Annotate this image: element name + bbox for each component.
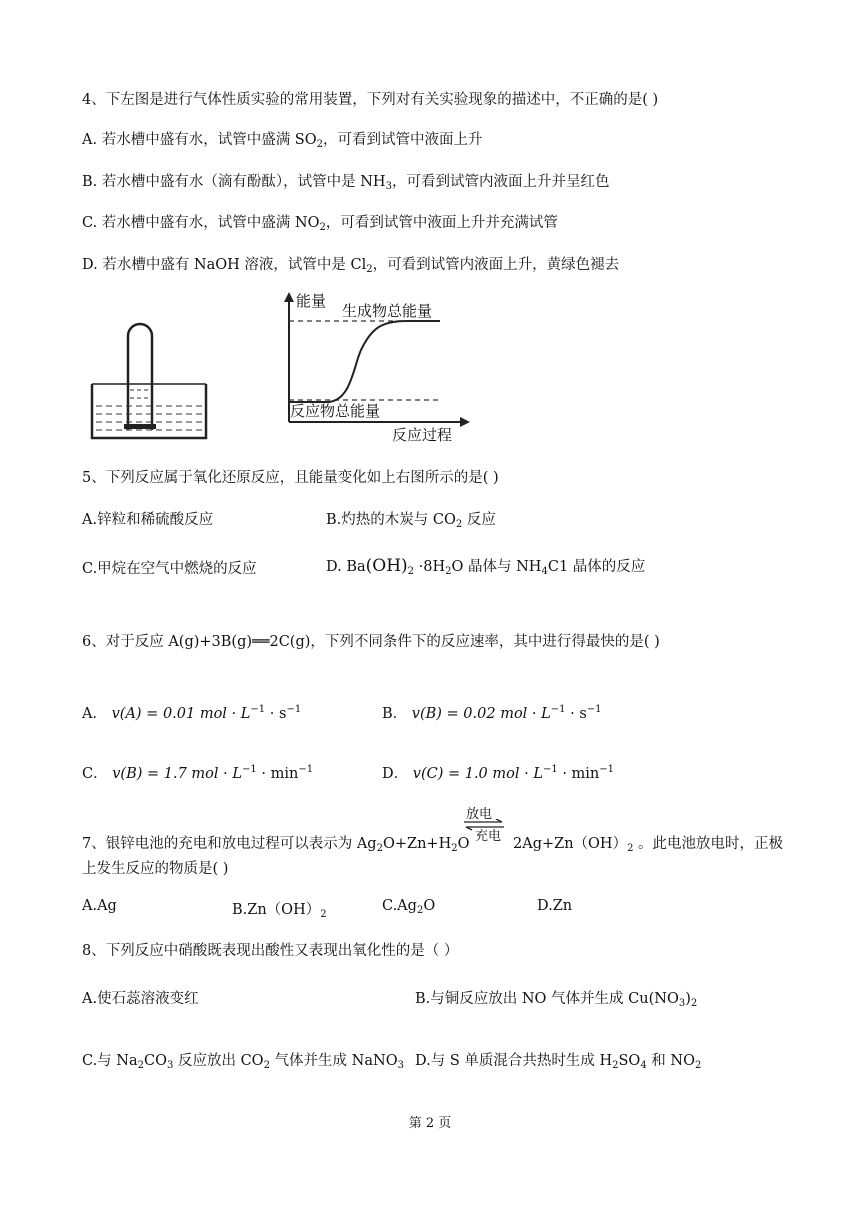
q4-option-c: C. 若水槽中盛有水，试管中盛满 $NO_2$，可看到试管中液面上升并充满试管 [82, 215, 558, 233]
q4-option-a: A. 若水槽中盛有水，试管中盛满 $SO_2$，可看到试管中液面上升 [82, 132, 483, 150]
q5-option-c: C.甲烷在空气中燃烧的反应 [82, 561, 257, 577]
charge-label: 充电 [475, 829, 502, 844]
q8-stem: 8、下列反应中硝酸既表现出酸性又表现出氧化性的是（ ） [82, 943, 459, 959]
discharge-label: 放电 [466, 807, 493, 822]
q6-option-d: D． v(C) = 1.0 mol · $L^{-1} \cdot \min^{-1}$ [382, 764, 615, 782]
q7-option-a: A.Ag [82, 898, 117, 914]
reactant-energy-label: 反应物总能量 [290, 402, 381, 420]
q7-option-c: $C.Ag_2O$ [382, 898, 436, 916]
q4-stem: 4、下左图是进行气体性质实验的常用装置，下列对有关实验现象的描述中，不正确的是( ) [82, 92, 659, 108]
q4-option-b: B. 若水槽中盛有水（滴有酚酞），试管中是 $NH_3$，可看到试管内液面上升并呈红色 [82, 174, 610, 192]
q8-option-b: B.与铜反应放出 NO 气体并生成 $Cu(NO_3)_2$ [415, 991, 698, 1009]
q5-option-a: A.锌粒和稀硫酸反应 [82, 512, 214, 528]
q8-option-a: A.使石蕊溶液变红 [82, 991, 199, 1007]
q8-option-d: D.与 S 单质混合共热时生成 $H_2SO_4$ 和 $NO_2$ [415, 1053, 702, 1071]
q8-option-c: C.与 $Na_2CO_3$ 反应放出 $CO_2$ 气体并生成 NaNO$_3$ [82, 1053, 404, 1071]
q6-option-c: C． v(B) = 1.7 mol · $L^{-1} \cdot \min^{-1}$ [82, 764, 314, 782]
product-energy-label: 生成物总能量 [342, 302, 433, 320]
page-number: 第 2 页 [408, 1116, 452, 1131]
reaction-progress-label: 反应过程 [392, 426, 453, 444]
q7-option-b: $B.Zn(OH)_2$ [232, 902, 327, 920]
q7-stem-right: $2Ag+Zn(OH)_2$ 。此电池放电时，正极 [513, 836, 784, 854]
q6-option-a: A． v(A) = 0.01 mol · $L^{-1} \cdot s^{-1}$ [82, 704, 302, 722]
q5-option-d: D. $Ba(OH)_2 \cdot 8H_2O$ 晶体与 $NH_4C1$ 晶体的反应 [326, 556, 646, 577]
q4-option-d: D. 若水槽中盛有 NaOH 溶液，试管中是 $Cl_2$，可看到试管内液面上升，黄绿色褪去 [82, 257, 620, 275]
q5-stem: 5、下列反应属于氧化还原反应，且能量变化如上右图所示的是( ) [82, 470, 499, 486]
q6-stem: 6、对于反应 A(g)+3B(g)══2C(g)，下列不同条件下的反应速率，其中进行得最快的是( ) [82, 634, 660, 650]
energy-axis-label: 能量 [296, 292, 327, 310]
q7-stem-line2: 上发生反应的物质是( ) [82, 861, 229, 877]
gas-apparatus-diagram [88, 318, 212, 442]
q7-stem-left: 7、银锌电池的充电和放电过程可以表示为 $Ag_2O+Zn+H_2O$ [82, 836, 470, 854]
q5-option-b: B.灼热的木炭与 $CO_2$ 反应 [326, 512, 496, 530]
energy-profile-diagram [282, 292, 472, 444]
q6-option-b: B． v(B) = 0.02 mol · $L^{-1} \cdot s^{-1}$ [382, 704, 602, 722]
q7-option-d: D.Zn [537, 898, 573, 914]
